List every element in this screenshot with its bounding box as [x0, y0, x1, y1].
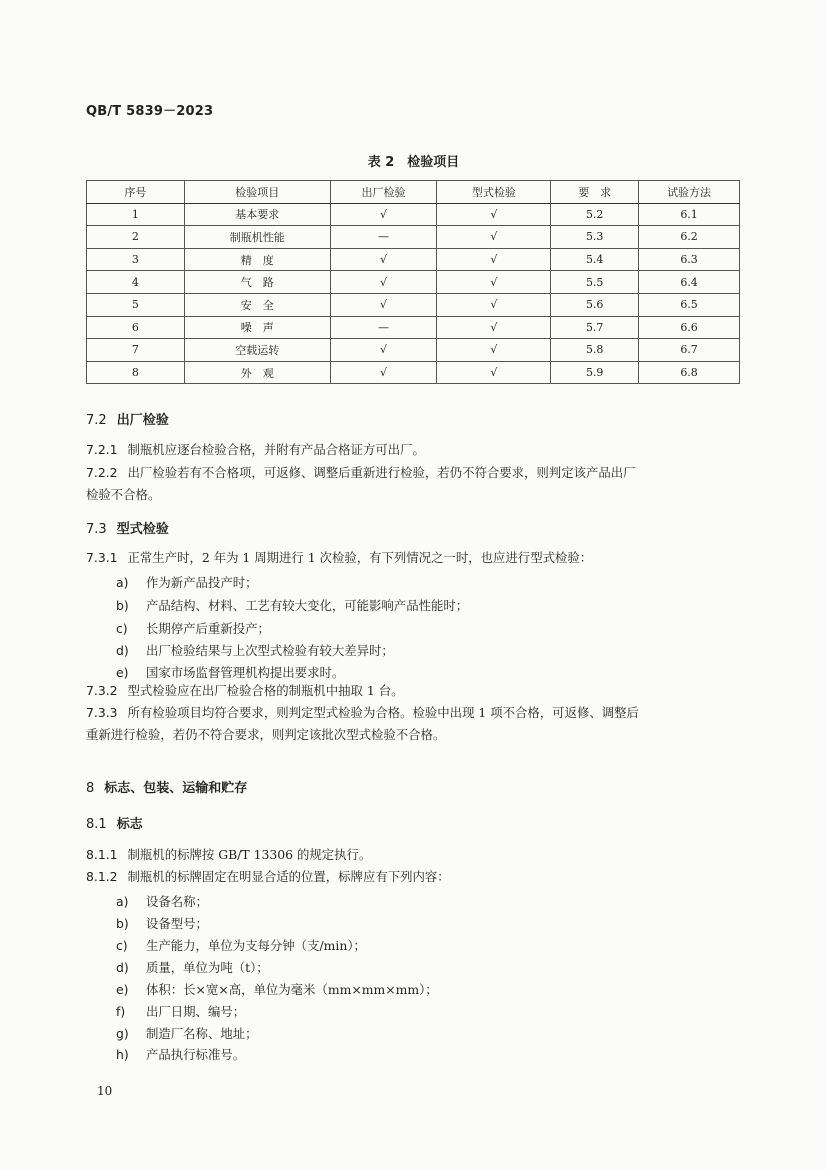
- clause-7-2-2: [86, 462, 636, 483]
- col-header-seq: 序号: [87, 181, 185, 204]
- table-cell: 5.7: [551, 316, 639, 339]
- list-text: 产品结构、材料、工艺有较大变化，可能影响产品性能时；: [146, 598, 469, 613]
- table-row: [87, 361, 740, 384]
- list-marker: a): [116, 894, 129, 909]
- clause-text: 型式检验应在出厂检验合格的制瓶机中抽取 1 台。: [127, 683, 404, 698]
- section-title: 标志: [116, 817, 143, 832]
- table-cell: 精 度: [184, 248, 330, 271]
- section-title: 出厂检验: [116, 413, 169, 428]
- clause-text: 所有检验项目均符合要求，则判定型式检验为合格。检验中出现 1 项不合格，可返修、调整后: [127, 705, 639, 720]
- table-cell: 6.3: [639, 248, 740, 271]
- table-cell: 1: [87, 203, 185, 226]
- clause-number: 8.1.1: [86, 847, 118, 862]
- table-cell: 外 观: [184, 361, 330, 384]
- table-cell: 6.2: [639, 226, 740, 249]
- list-text: 出厂检验结果与上次型式检验有较大差异时；: [146, 643, 394, 658]
- section-heading-7-2: [86, 409, 169, 428]
- clause-number: 7.3.1: [86, 550, 118, 565]
- table-cell: 5.9: [551, 361, 639, 384]
- table-cell: 2: [87, 226, 185, 249]
- clause-7-3-1: [86, 547, 592, 568]
- table-cell: 3: [87, 248, 185, 271]
- col-header-item: 检验项目: [184, 181, 330, 204]
- table-cell: √: [437, 226, 551, 249]
- section-heading-8: [86, 777, 247, 796]
- section-heading-8-1: [86, 813, 143, 832]
- list-item: [116, 641, 394, 659]
- table-cell: 安 全: [184, 293, 330, 316]
- table-title: 表 2 检验项目: [367, 155, 460, 170]
- page-number: 10: [97, 1084, 113, 1098]
- clause-7-3-2: [86, 680, 404, 701]
- section-number: 7.2: [86, 413, 107, 428]
- list-marker: b): [116, 916, 129, 931]
- table-cell: √: [330, 361, 437, 384]
- list-text: 质量，单位为吨（t）；: [146, 960, 269, 975]
- list-item: [116, 619, 270, 637]
- clause-text: 出厂检验若有不合格项，可返修、调整后重新进行检验，若仍不符合要求，则判定该产品出厂: [127, 465, 636, 480]
- list-item: [116, 1024, 258, 1042]
- table-cell: √: [330, 293, 437, 316]
- list-item: [116, 936, 366, 954]
- table-row: [87, 248, 740, 271]
- list-item: [116, 980, 438, 998]
- table-row: [87, 226, 740, 249]
- list-item: [116, 914, 208, 932]
- section-number: 7.3: [86, 522, 107, 537]
- table-cell: 6.4: [639, 271, 740, 294]
- table-cell: 5.4: [551, 248, 639, 271]
- list-marker: a): [116, 575, 129, 590]
- inspection-items-table: [86, 180, 740, 384]
- table-cell: √: [437, 361, 551, 384]
- list-text: 体积：长×宽×高，单位为毫米（mm×mm×mm）；: [146, 982, 438, 997]
- list-text: 国家市场监督管理机构提出要求时。: [146, 665, 345, 680]
- col-header-requirement: 要 求: [551, 181, 639, 204]
- table-cell: √: [330, 339, 437, 362]
- list-text: 产品执行标准号。: [146, 1047, 246, 1062]
- clause-number: 7.3.3: [86, 705, 118, 720]
- list-item: [116, 1045, 245, 1063]
- clause-7-2-1: [86, 439, 425, 460]
- list-marker: c): [116, 938, 128, 953]
- col-header-factory-inspection: 出厂检验: [330, 181, 437, 204]
- table-header-row: [87, 181, 740, 204]
- list-text: 设备型号；: [146, 916, 208, 931]
- clause-number: 7.2.2: [86, 465, 118, 480]
- list-item: [116, 596, 468, 614]
- table-cell: √: [437, 316, 551, 339]
- list-marker: c): [116, 621, 128, 636]
- list-marker: e): [116, 665, 129, 680]
- table-cell: 6.6: [639, 316, 740, 339]
- table-row: [87, 271, 740, 294]
- col-header-test-method: 试验方法: [639, 181, 740, 204]
- table-cell: 6.7: [639, 339, 740, 362]
- table-cell: 制瓶机性能: [184, 226, 330, 249]
- list-text: 制造厂名称、地址；: [146, 1026, 258, 1041]
- table-row: [87, 339, 740, 362]
- list-text: 生产能力，单位为支每分钟（支/min）；: [146, 938, 366, 953]
- table-cell: 5.8: [551, 339, 639, 362]
- clause-text: 制瓶机应逐台检验合格，并附有产品合格证方可出厂。: [127, 442, 425, 457]
- table-row: [87, 316, 740, 339]
- table-cell: √: [437, 271, 551, 294]
- section-title: 型式检验: [116, 522, 169, 537]
- table-cell: 5.5: [551, 271, 639, 294]
- table-cell: 4: [87, 271, 185, 294]
- table-cell: √: [330, 271, 437, 294]
- list-marker: e): [116, 982, 129, 997]
- list-item: [116, 663, 344, 681]
- clause-text: 制瓶机的标牌按 GB/T 13306 的规定执行。: [127, 847, 372, 862]
- table-cell: 8: [87, 361, 185, 384]
- list-item: [116, 958, 269, 976]
- table-cell: —: [330, 226, 437, 249]
- clause-7-3-3: [86, 702, 639, 723]
- table-row: [87, 293, 740, 316]
- table-cell: √: [437, 248, 551, 271]
- table-cell: 6.5: [639, 293, 740, 316]
- list-marker: g): [116, 1026, 129, 1041]
- list-marker: d): [116, 643, 129, 658]
- table-cell: 基本要求: [184, 203, 330, 226]
- clause-number: 8.1.2: [86, 869, 118, 884]
- table-cell: 5.3: [551, 226, 639, 249]
- table-cell: √: [330, 248, 437, 271]
- table-cell: 6.1: [639, 203, 740, 226]
- table-cell: √: [437, 203, 551, 226]
- table-cell: —: [330, 316, 437, 339]
- table-row: [87, 203, 740, 226]
- table-cell: 空载运转: [184, 339, 330, 362]
- table-cell: 6: [87, 316, 185, 339]
- table-cell: 噪 声: [184, 316, 330, 339]
- list-text: 作为新产品投产时；: [146, 575, 258, 590]
- table-cell: 7: [87, 339, 185, 362]
- section-number: 8.1: [86, 817, 107, 832]
- section-title: 标志、包装、运输和贮存: [104, 781, 248, 796]
- clause-7-2-2-continuation: 检验不合格。: [86, 487, 161, 502]
- clause-8-1-2: [86, 866, 450, 887]
- clause-text: 正常生产时，2 年为 1 周期进行 1 次检验，有下列情况之一时，也应进行型式检验：: [127, 550, 593, 565]
- table-cell: 5.6: [551, 293, 639, 316]
- table-cell: √: [437, 293, 551, 316]
- list-text: 出厂日期、编号；: [146, 1004, 246, 1019]
- list-text: 长期停产后重新投产；: [146, 621, 270, 636]
- list-marker: b): [116, 598, 129, 613]
- table-cell: √: [330, 203, 437, 226]
- clause-text: 制瓶机的标牌固定在明显合适的位置，标牌应有下列内容：: [127, 869, 450, 884]
- table-cell: 气 路: [184, 271, 330, 294]
- clause-number: 7.2.1: [86, 442, 118, 457]
- clause-7-3-3-continuation: 重新进行检验，若仍不符合要求，则判定该批次型式检验不合格。: [86, 727, 446, 742]
- list-marker: h): [116, 1047, 129, 1062]
- list-item: [116, 1002, 245, 1020]
- list-item: [116, 573, 258, 591]
- table-cell: 6.8: [639, 361, 740, 384]
- section-heading-7-3: [86, 518, 169, 537]
- list-marker: f): [116, 1004, 126, 1019]
- clause-8-1-1: [86, 844, 371, 865]
- list-marker: d): [116, 960, 129, 975]
- standard-code: QB/T 5839－2023: [86, 104, 214, 119]
- col-header-type-inspection: 型式检验: [437, 181, 551, 204]
- list-text: 设备名称；: [146, 894, 208, 909]
- section-number: 8: [86, 781, 95, 796]
- table-cell: √: [437, 339, 551, 362]
- list-item: [116, 892, 208, 910]
- clause-number: 7.3.2: [86, 683, 118, 698]
- table-cell: 5: [87, 293, 185, 316]
- table-cell: 5.2: [551, 203, 639, 226]
